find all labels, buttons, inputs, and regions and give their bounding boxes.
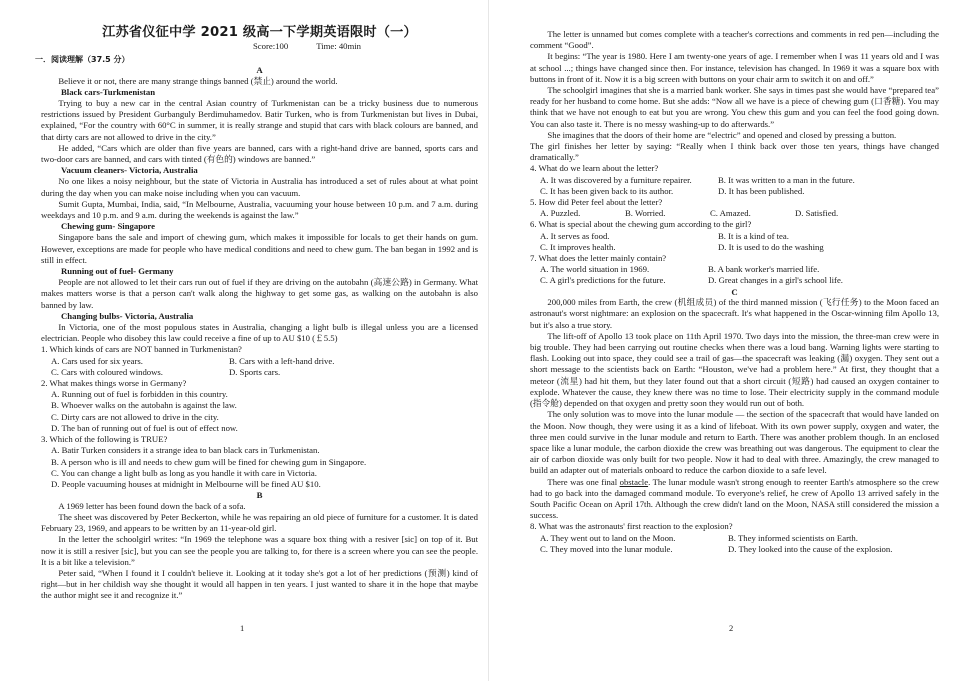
question-4: 4. What do we learn about the letter?	[530, 163, 659, 174]
option: C. They moved into the lunar module.	[540, 543, 673, 554]
option: A. The world situation in 1969.	[540, 264, 650, 275]
option: A. Cars used for six years.	[51, 355, 143, 366]
time-label: Time: 40min	[316, 41, 362, 51]
passage-a-paragraph: No one likes a noisy neighbour, but the state of Victoria in Australia has introduced a set of rules about at what point during the day when you can make noise including when you can vacuum.	[41, 176, 478, 198]
question-6-options	[530, 231, 939, 253]
option: B. It was written to a man in the future.	[718, 174, 855, 185]
option: D. Great changes in a girl's school life.	[708, 275, 843, 286]
passage-c-paragraph: The only solution was to move into the lunar module — the section of the spacecraft that would have landed on the Moon. Now though, they were using it as a kind of lifeboat. With its own power supply, oxygen and water, the three men could survive in the lunar module and return to Earth. There was another problem though. In an enclosed space like a lunar module, the carbon dioxide the crew was breathing out was dangerous. The equipment to clear the air of carbon dioxide was only built for two people. Now it had to deal with three. Amazingly, the crew managed to build an adapter out of materials onboard to reduce the carbon dioxide to a safe level.	[530, 409, 939, 476]
option: C. It improves health.	[540, 241, 616, 252]
passage-c-label: C	[731, 286, 738, 297]
passage-a-paragraph: People are not allowed to let their cars run out of fuel if they are driving on the autobahn (高速公路) in Germany. What makes matters worse is that a person can't walk along the highway to get some gas, as walking on the autobahn is also banned by law.	[41, 277, 478, 310]
passage-b-label: B	[256, 490, 263, 501]
option: A. They went out to land on the Moon.	[540, 532, 676, 543]
passage-a-heading-1: Black cars-Turkmenistan	[61, 86, 156, 97]
question-3: 3. Which of the following is TRUE?	[41, 434, 168, 445]
question-8: 8. What was the astronauts' first reaction to the explosion?	[530, 521, 733, 532]
passage-a-heading-4: Running out of fuel- Germany	[61, 266, 174, 277]
question-1-options	[41, 356, 478, 378]
passage-c-paragraph	[530, 477, 939, 522]
option: D. Satisfied.	[795, 208, 839, 219]
passage-a-label: A	[256, 65, 263, 75]
option: A. Puzzled.	[540, 208, 581, 219]
passage-a-heading-3: Chewing gum- Singapore	[61, 221, 155, 232]
question-7-options	[530, 264, 939, 286]
passage-b-paragraph: She imagines that the doors of their home are “electric” and opened and closed by pressing a button.	[547, 129, 897, 140]
option: D. It has been published.	[718, 185, 805, 196]
option: C. It has been given back to its author.	[540, 185, 674, 196]
passage-b-paragraph: The schoolgirl imagines that she is a married bank worker. She says in times past she would have “prepared tea” ready for her husband to come home. But she adds: “Now all we have is a piece of chewing gum (口香糖). You may think that we have not enough to eat but you are wrong. You chew this gum and you can feel the food going down. You can also taste it. There is no messy washing-up to do afterwards.”	[530, 85, 939, 129]
question-5: 5. How did Peter feel about the letter?	[530, 197, 663, 208]
option: B. It is a kind of tea.	[718, 230, 789, 241]
underlined-word: obstacle	[619, 476, 649, 487]
passage-c-text: There was one final	[547, 476, 620, 487]
passage-a-paragraph: He added, “Cars which are older than five years are banned, cars with a right-hand drive are banned, sports cars and two-door cars are banned, and cars with tinted (有色的) windows are banned.”	[41, 142, 478, 165]
passage-a-heading-5: Changing bulbs- Victoria, Australia	[61, 310, 194, 321]
section-heading: 一．阅读理解（37.5 分）	[35, 55, 130, 64]
option: A. It was discovered by a furniture repairer.	[540, 174, 692, 185]
passage-b-paragraph: The girl finishes her letter by saying: “Really when I think back over those ten years, things have changed dramatically.”	[530, 141, 939, 163]
passage-a-heading-2: Vacuum cleaners- Victoria, Australia	[61, 165, 198, 176]
passage-b-paragraph: A 1969 letter has been found down the back of a sofa.	[58, 500, 246, 511]
passage-c-paragraph: 200,000 miles from Earth, the crew (机组成员) of the third manned mission (飞行任务) to the Moon faced an astronaut's worst nightmare: an explosion on the spacecraft. It's what happened in the Oscar-winning film Apollo 13, but it's also a true story.	[530, 297, 939, 330]
passage-c-text: . The lunar module wasn't strong enough to reenter Earth's atmosphere so the crew had to go back into the damaged command module. To everyone's relief, he crew of Apollo 13 arrived safely in the South Pacific Ocean on April 17th. Although the crew didn't land on the Moon, NASA still considered the mission a success.	[530, 476, 939, 521]
option: C. Dirty cars are not allowed to drive in the city.	[51, 411, 219, 422]
passage-a-paragraph: Trying to buy a new car in the central Asian country of Turkmenistan can be a tricky business due to numerous restrictions issued by President Gurbanguly Berdimuhamedov. Batir Turken, who is from Turkmenistan but lives in Dubai, explained, “For the country with 60°C in summer, it is really strange and stupid that cars with black colours are banned, and that dirty cars are not allowed to drive in the city.”	[41, 98, 478, 142]
page-2	[488, 0, 976, 681]
question-2: 2. What makes things worse in Germany?	[41, 378, 187, 389]
option: B. Whoever walks on the autobahn is against the law.	[51, 400, 237, 411]
option: A. Batir Turken considers it a strange idea to ban black cars in Turkmenistan.	[51, 445, 320, 456]
option: B. They informed scientists on Earth.	[728, 532, 858, 543]
question-1: 1. Which kinds of cars are NOT banned in Turkmenistan?	[41, 344, 242, 355]
option: D. They looked into the cause of the explosion.	[728, 543, 893, 554]
option: A. It serves as food.	[540, 230, 610, 241]
passage-a-paragraph: Sumit Gupta, Mumbai, India, said, “In Melbourne, Australia, vacuuming your house between 10 p.m. and 7 a.m. during weekdays and 10 p.m. and 9 a.m. during the weekends is against the law.”	[41, 198, 478, 221]
passage-a-paragraph: Singapore bans the sale and import of chewing gum, which makes it impossible for locals to get their hands on gum. However, exceptions are made for people who have medical conditions and need to chew gum. The ban began in 1992 and is still in effect.	[41, 232, 478, 265]
option: D. It is used to do the washing	[718, 241, 824, 252]
score-label: Score:100	[252, 41, 289, 51]
option: D. Sports cars.	[229, 366, 281, 377]
question-4-options	[530, 175, 939, 197]
option: A. Running out of fuel is forbidden in this country.	[51, 389, 228, 400]
passage-b-paragraph: In the letter the schoolgirl writes: “In 1969 the telephone was a square box thing with a resiver [sic] on top of it. But now it is still a resiver [sic], but you can see the people you are talking to, for there is a screen where you can see the people. It is a bit like a television.”	[41, 534, 478, 567]
page-number: 1	[240, 623, 245, 633]
option: C. Amazed.	[710, 208, 751, 219]
exam-meta	[41, 41, 478, 52]
option: C. Cars with coloured windows.	[51, 366, 163, 377]
passage-a-intro: Believe it or not, there are many strange things banned (禁止) around the world.	[58, 75, 338, 86]
question-7: 7. What does the letter mainly contain?	[530, 253, 667, 264]
passage-b-paragraph: It begins: “The year is 1980. Here I am twenty-one years of age. I remember when I was 11 years old and I was at school ...; things have changed since then. For instance, television has changed. In 1969 it was a square box with buttons in front of it. Now it is a big screen with buttons on your chair arm to switch it on and off.”	[530, 51, 939, 84]
option: C. You can change a light bulb as long as you handle it with care in Victoria.	[51, 467, 317, 478]
page-number: 2	[729, 623, 734, 633]
passage-b-paragraph: Peter said, “When I found it I couldn't believe it. Looking at it today she's got a lot of her predictions (预测) kind of right—but in her childish way she thought it would all happen in ten years. I just wanted to share it in the hope that maybe the author might see it and recognize it.”	[41, 567, 478, 601]
passage-b-paragraph: The letter is unnamed but comes complete with a teacher's corrections and comments in red pen—including the comment “Good”.	[530, 29, 939, 51]
question-5-options	[530, 208, 939, 219]
passage-b-paragraph: The sheet was discovered by Peter Beckerton, while he was repairing an old piece of furniture for a customer. It is dated February 23, 1969, and appears to be written by an 11-year-old girl.	[41, 511, 478, 534]
question-8-options	[530, 533, 939, 555]
option: B. A person who is ill and needs to chew gum will be fined for chewing gum in Singapore.	[51, 456, 367, 467]
option: B. A bank worker's married life.	[708, 264, 820, 275]
question-6: 6. What is special about the chewing gum according to the girl?	[530, 219, 752, 230]
option: C. A girl's predictions for the future.	[540, 275, 666, 286]
passage-a-paragraph: In Victoria, one of the most populous states in Australia, changing a light bulb is illegal unless you are a licensed electrician. People who disobey this law could receive a fine of up to AU $10 (￡5.5)	[41, 322, 478, 344]
passage-c-paragraph: The lift-off of Apollo 13 took place on 11th April 1970. Two days into the mission, the three-man crew were in big trouble. They had been carrying out routine checks when there was a loud bang. Warning lights were starting to flash. Looking out into space, they could see a trail of gas—the spacecraft was leaking (漏) oxygen. They sent out a short message to the scientists back on Earth: “Houston, we've had a problem here.” At first, they thought that a meteor (流星) had hit them, but they later found out that a short circuit (短路) had caused an oxygen container to explode. Whatever the cause, they knew there was no time to lose. Their electricity supply in the command module (指令舱) depended on that oxygen and pretty soon they would run out of both.	[530, 330, 939, 409]
option: D. The ban of running out of fuel is out of effect now.	[51, 422, 238, 433]
option: D. People vacuuming houses at midnight in Melbourne will be fined AU $10.	[51, 478, 321, 489]
option: B. Cars with a left-hand drive.	[229, 355, 335, 366]
option: B. Worried.	[625, 208, 666, 219]
exam-title: 江苏省仪征中学 2021 级高一下学期英语限时（一）	[102, 25, 417, 40]
